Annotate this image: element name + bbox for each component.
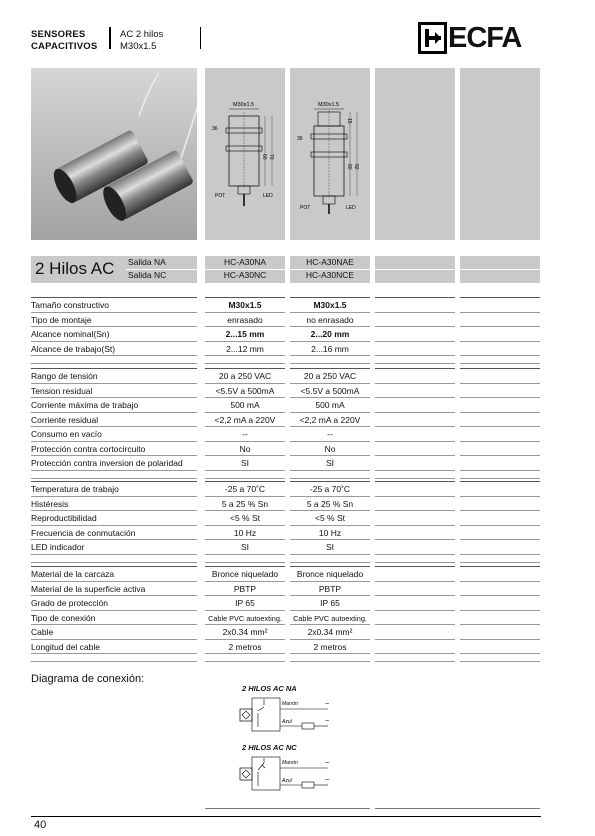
spec-value: SI	[240, 458, 250, 468]
salida-nc-label: Salida NC	[128, 270, 167, 280]
header-divider-2	[200, 27, 201, 49]
row-rule	[290, 639, 370, 640]
row-rule	[31, 397, 197, 398]
group-top-rule	[290, 481, 370, 482]
spec-value: Cable PVC autoexting.	[208, 613, 282, 623]
row-rule	[460, 510, 540, 511]
row-rule	[31, 496, 197, 497]
drawing2-dim1: 36	[297, 136, 303, 142]
group-top-rule	[31, 481, 197, 482]
group-top-rule	[460, 297, 540, 298]
group-end-rule	[31, 562, 197, 563]
row-rule	[31, 539, 197, 540]
spec-value: 10 Hz	[233, 527, 257, 538]
group-end-rule	[31, 363, 197, 364]
spec-label: Tamaño constructivo	[31, 300, 109, 310]
row-rule	[31, 470, 197, 471]
spec-value: PBTP	[233, 583, 257, 594]
dimension-drawing-nonflush	[290, 68, 370, 240]
row-rule	[31, 326, 197, 327]
row-rule	[205, 383, 285, 384]
spec-value: 2x0.34 mm²	[222, 627, 268, 637]
group-end-rule	[205, 562, 285, 563]
row-rule	[31, 595, 197, 596]
row-rule	[375, 326, 455, 327]
row-rule	[290, 441, 370, 442]
group-top-rule	[290, 368, 370, 369]
spec-value: <5 % St	[229, 513, 260, 523]
model-code: HC-A30NC	[223, 270, 267, 280]
row-rule	[375, 383, 455, 384]
row-rule	[375, 412, 455, 413]
spec-label: Alcance nominal(Sn)	[31, 329, 110, 339]
model-divider	[126, 269, 197, 270]
dimension-drawing-flush	[205, 68, 285, 240]
spec-value: 2x0.34 mm²	[307, 627, 353, 637]
row-rule	[31, 610, 197, 611]
row-rule	[460, 412, 540, 413]
drawing2-dim4: 82	[353, 164, 359, 170]
group-top-rule	[460, 566, 540, 567]
spec-value: 2...20 mm	[310, 329, 350, 339]
group-end-rule	[205, 661, 285, 662]
ecfa-logo-icon	[418, 22, 448, 54]
row-rule	[375, 653, 455, 654]
group-top-rule	[205, 297, 285, 298]
row-rule	[290, 496, 370, 497]
row-rule	[31, 653, 197, 654]
row-rule	[290, 624, 370, 625]
group-end-rule	[460, 562, 540, 563]
group-end-rule	[460, 661, 540, 662]
spec-value: 500 mA	[230, 400, 260, 410]
row-rule	[31, 581, 197, 582]
spec-value: SI	[325, 458, 335, 468]
row-rule	[31, 554, 197, 555]
diagram-bottom-rule	[205, 808, 370, 809]
spec-value: No	[324, 443, 336, 454]
drawing2-dim3: 80	[346, 164, 352, 170]
row-rule	[375, 639, 455, 640]
type-line2: M30x1.5	[120, 41, 157, 52]
spec-value: <2,2 mA a 220V	[214, 414, 276, 425]
row-rule	[460, 355, 540, 356]
row-rule	[460, 581, 540, 582]
spec-value: 2...15 mm	[225, 329, 265, 339]
row-rule	[460, 312, 540, 313]
row-rule	[460, 539, 540, 540]
spec-value: Cable PVC autoexting.	[293, 613, 367, 623]
spec-value: 2...12 mm	[226, 343, 264, 354]
group-top-rule	[375, 297, 455, 298]
group-end-rule	[31, 478, 197, 479]
spec-value: Bronce niquelado	[211, 569, 279, 579]
spec-value: IP 65	[235, 598, 255, 608]
row-rule	[460, 326, 540, 327]
product-photo	[31, 68, 197, 240]
spec-label: Material de la carcaza	[31, 569, 115, 579]
category-line2: CAPACITIVOS	[31, 41, 98, 52]
spec-label: Tension residual	[31, 385, 93, 396]
row-rule	[290, 355, 370, 356]
row-rule	[205, 455, 285, 456]
row-rule	[460, 426, 540, 427]
row-rule	[460, 639, 540, 640]
group-top-rule	[290, 566, 370, 567]
row-rule	[290, 510, 370, 511]
row-rule	[375, 341, 455, 342]
row-rule	[205, 510, 285, 511]
spec-label: Material de la superficie activa	[31, 583, 146, 594]
spec-value: no enrasado	[306, 314, 354, 325]
row-rule	[375, 581, 455, 582]
group-end-rule	[205, 363, 285, 364]
category-line1: SENSORES	[31, 29, 86, 40]
type-line1: AC 2 hilos	[120, 29, 164, 40]
row-rule	[290, 326, 370, 327]
row-rule	[375, 510, 455, 511]
spec-label: LED indicador	[31, 542, 85, 552]
group-end-rule	[290, 562, 370, 563]
row-rule	[375, 539, 455, 540]
group-top-rule	[205, 481, 285, 482]
spec-label: Temperatura de trabajo	[31, 484, 119, 494]
row-rule	[460, 653, 540, 654]
wiring-diagram-na	[232, 693, 342, 735]
spec-value: 20 a 250 VAC	[303, 371, 357, 381]
row-rule	[290, 525, 370, 526]
row-rule	[31, 341, 197, 342]
row-rule	[375, 554, 455, 555]
model-code: HC-A30NAE	[306, 257, 354, 267]
row-rule	[460, 595, 540, 596]
spec-value: 10 Hz	[318, 527, 342, 538]
row-rule	[31, 510, 197, 511]
row-rule	[375, 610, 455, 611]
row-rule	[205, 539, 285, 540]
row-rule	[205, 312, 285, 313]
wire-blue-label: Azul	[282, 778, 292, 784]
drawing2-pot: POT	[300, 205, 311, 211]
spec-value: IP 65	[320, 598, 340, 608]
row-rule	[290, 595, 370, 596]
row-rule	[290, 312, 370, 313]
row-rule	[205, 554, 285, 555]
row-rule	[290, 397, 370, 398]
row-rule	[460, 496, 540, 497]
page-number: 40	[34, 819, 47, 831]
row-rule	[460, 397, 540, 398]
empty-column-3	[375, 68, 455, 240]
row-rule	[460, 441, 540, 442]
row-rule	[290, 455, 370, 456]
row-rule	[205, 441, 285, 442]
row-rule	[31, 312, 197, 313]
group-top-rule	[205, 368, 285, 369]
row-rule	[460, 455, 540, 456]
spec-label: Corriente máxima de trabajo	[31, 400, 139, 410]
spec-value: --	[327, 429, 333, 439]
diagram-nc-title: 2 HILOS AC NC	[242, 743, 297, 752]
spec-value: No	[239, 443, 251, 454]
diagram-bottom-rule	[375, 808, 540, 809]
spec-value: -25 a 70˚C	[309, 484, 351, 494]
spec-value: 5 a 25 % Sn	[221, 498, 269, 509]
row-rule	[31, 355, 197, 356]
row-rule	[31, 455, 197, 456]
spec-value: 500 mA	[315, 400, 345, 410]
group-end-rule	[290, 661, 370, 662]
group-top-rule	[460, 368, 540, 369]
row-rule	[460, 525, 540, 526]
row-rule	[205, 639, 285, 640]
row-rule	[375, 441, 455, 442]
ac-symbol: ~	[325, 760, 330, 767]
spec-label: Alcance de trabajo(St)	[31, 343, 116, 354]
drawing1-dim2: 60	[261, 154, 267, 160]
brand-logo: ECFA	[448, 22, 522, 54]
row-rule	[31, 441, 197, 442]
footer-rule	[31, 816, 541, 817]
row-rule	[31, 624, 197, 625]
row-rule	[205, 326, 285, 327]
drawing1-thread: M30x1.5	[233, 102, 255, 108]
group-end-rule	[375, 363, 455, 364]
spec-label: Protección contra cortocircuito	[31, 443, 146, 454]
row-rule	[290, 383, 370, 384]
ac-symbol: ~	[325, 718, 330, 725]
spec-value: 2 metros	[313, 641, 347, 652]
group-end-rule	[31, 661, 197, 662]
header-divider	[109, 27, 111, 49]
row-rule	[290, 610, 370, 611]
spec-label: Histéresis	[31, 498, 69, 509]
row-rule	[205, 653, 285, 654]
spec-value: enrasado	[227, 314, 263, 325]
row-rule	[460, 383, 540, 384]
row-rule	[460, 341, 540, 342]
row-rule	[205, 397, 285, 398]
drawing1-dim1: 36	[212, 126, 218, 132]
group-end-rule	[205, 478, 285, 479]
spec-value: 5 a 25 % Sn	[306, 498, 354, 509]
spec-value: -25 a 70˚C	[224, 484, 266, 494]
row-rule	[375, 455, 455, 456]
drawing2-thread: M30x1.5	[318, 102, 340, 108]
row-rule	[460, 554, 540, 555]
group-top-rule	[460, 481, 540, 482]
spec-value: <5.5V a 500mA	[215, 385, 275, 396]
empty-column-4	[460, 68, 540, 240]
row-rule	[375, 355, 455, 356]
wiring-diagram-nc	[232, 752, 342, 794]
row-rule	[205, 470, 285, 471]
group-top-rule	[375, 368, 455, 369]
spec-value: M30x1.5	[313, 300, 347, 310]
spec-value: M30x1.5	[228, 300, 262, 310]
spec-label: Tipo de montaje	[31, 314, 92, 325]
spec-value: Bronce niquelado	[296, 569, 364, 579]
row-rule	[375, 426, 455, 427]
wire-brown-label: Marrón	[282, 760, 298, 766]
spec-value: --	[242, 429, 248, 439]
row-rule	[375, 624, 455, 625]
group-end-rule	[375, 562, 455, 563]
drawing2-led: LED	[346, 205, 356, 211]
spec-label: Reproductibilidad	[31, 513, 97, 523]
spec-label: Grado de protección	[31, 598, 109, 608]
spec-label: Rango de tensión	[31, 371, 98, 381]
type-label	[120, 29, 163, 53]
row-rule	[205, 525, 285, 526]
row-rule	[205, 355, 285, 356]
spec-label: Cable	[31, 627, 54, 637]
row-rule	[205, 412, 285, 413]
row-rule	[205, 624, 285, 625]
spec-value: SI	[240, 542, 250, 552]
wire-blue-label: Azul	[282, 719, 292, 725]
group-end-rule	[290, 363, 370, 364]
row-rule	[290, 412, 370, 413]
spec-label: Protección contra inversion de polaridad	[31, 458, 183, 468]
model-code: HC-A30NA	[223, 257, 267, 267]
row-rule	[460, 624, 540, 625]
row-rule	[375, 525, 455, 526]
row-rule	[375, 312, 455, 313]
row-rule	[375, 496, 455, 497]
row-rule	[31, 383, 197, 384]
row-rule	[375, 397, 455, 398]
row-rule	[31, 412, 197, 413]
group-top-rule	[375, 566, 455, 567]
row-rule	[290, 653, 370, 654]
row-rule	[205, 341, 285, 342]
row-rule	[205, 426, 285, 427]
spec-label: Consumo en vacío	[31, 429, 102, 439]
spec-label: Tipo de conexión	[31, 612, 96, 623]
group-top-rule	[290, 297, 370, 298]
group-end-rule	[290, 478, 370, 479]
spec-value: 20 a 250 VAC	[218, 371, 272, 381]
drawing1-led: LED	[263, 193, 273, 199]
row-rule	[205, 610, 285, 611]
group-top-rule	[205, 566, 285, 567]
group-top-rule	[375, 481, 455, 482]
category-label	[31, 29, 97, 53]
row-rule	[460, 470, 540, 471]
row-rule	[375, 595, 455, 596]
row-rule	[290, 539, 370, 540]
spec-value: PBTP	[318, 583, 342, 594]
spec-label: Longitud del cable	[31, 641, 101, 652]
drawing1-pot: POT	[215, 193, 226, 199]
spec-value: SI	[325, 542, 335, 552]
row-rule	[290, 470, 370, 471]
row-rule	[31, 525, 197, 526]
spec-label: Frecuencia de conmutación	[31, 527, 136, 538]
row-rule	[205, 595, 285, 596]
row-rule	[31, 639, 197, 640]
row-rule	[205, 581, 285, 582]
row-rule	[290, 581, 370, 582]
group-end-rule	[375, 661, 455, 662]
wire-brown-label: Marrón	[282, 701, 298, 707]
spec-value: 2...16 mm	[311, 343, 349, 354]
group-end-rule	[460, 363, 540, 364]
row-rule	[290, 554, 370, 555]
diagram-na-title: 2 HILOS AC NA	[242, 684, 297, 693]
row-rule	[31, 426, 197, 427]
row-rule	[375, 470, 455, 471]
model-title: 2 Hilos AC	[35, 259, 115, 278]
group-end-rule	[460, 478, 540, 479]
spec-label: Corriente residual	[31, 414, 99, 425]
drawing2-dim2: 15	[346, 118, 352, 124]
diagram-title: Diagrama de conexión:	[31, 673, 145, 685]
spec-value: <5.5V a 500mA	[300, 385, 360, 396]
row-rule	[290, 341, 370, 342]
ac-symbol: ~	[325, 777, 330, 784]
row-rule	[205, 496, 285, 497]
group-top-rule	[31, 297, 197, 298]
spec-value: 2 metros	[228, 641, 262, 652]
row-rule	[290, 426, 370, 427]
ac-symbol: ~	[325, 701, 330, 708]
group-end-rule	[375, 478, 455, 479]
model-code: HC-A30NCE	[305, 270, 355, 280]
group-top-rule	[31, 368, 197, 369]
row-rule	[460, 610, 540, 611]
spec-value: <5 % St	[314, 513, 345, 523]
drawing1-dim3: 70	[268, 154, 274, 160]
group-top-rule	[31, 566, 197, 567]
salida-na-label: Salida NA	[128, 257, 166, 267]
spec-value: <2,2 mA a 220V	[299, 414, 361, 425]
